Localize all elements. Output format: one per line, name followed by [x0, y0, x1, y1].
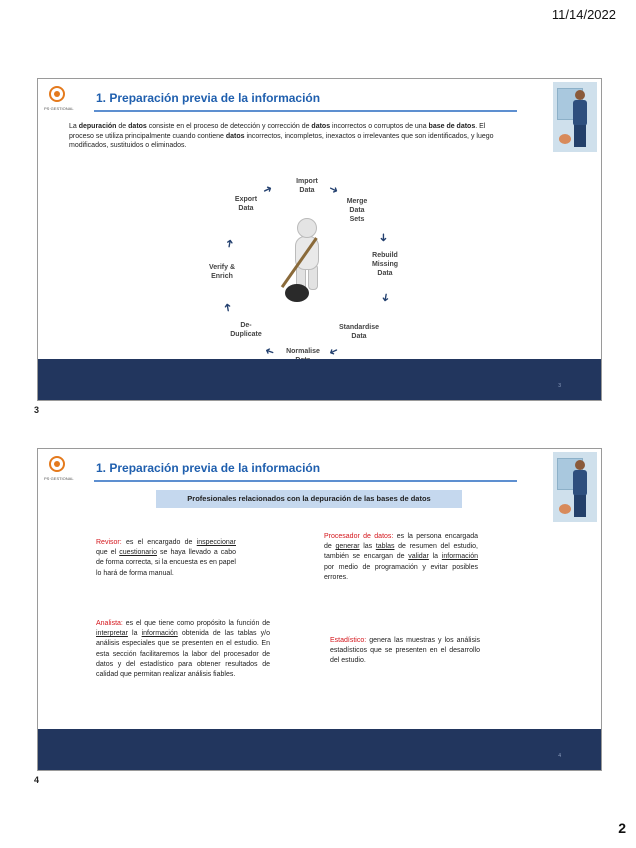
arrow-icon: ➜: [326, 182, 341, 198]
slide-footer-bar: [38, 359, 601, 400]
logo-text: PS·GESTIONAL: [44, 106, 74, 111]
slide-4: [37, 448, 602, 771]
slide-number-label: 4: [34, 775, 40, 785]
slide-number-label: 3: [34, 405, 40, 415]
print-date: 11/14/2022: [551, 7, 616, 22]
cycle-step-deduplicate: De- Duplicate: [230, 322, 262, 338]
section-banner: Profesionales relacionados con la depuración de las bases de datos: [156, 490, 462, 508]
page-number: 2: [618, 820, 626, 836]
company-logo: [44, 84, 72, 114]
cycle-step-rebuild: Rebuild Missing Data: [371, 252, 399, 277]
title-underline: [94, 110, 517, 112]
company-logo: [44, 454, 72, 484]
slide-footer-number: 3: [558, 383, 561, 389]
arrow-icon: ➜: [223, 238, 237, 250]
slide-3: [37, 78, 602, 401]
cleaner-illustration: [553, 82, 597, 152]
role-revisor: Revisor: es el encargado de inspeccionar que el cuestionario se haya llevado a cabo de forma correcta, si la encuesta es en papel lo hará de forma manual.: [96, 539, 236, 577]
cycle-step-merge: Merge Data Sets: [346, 198, 368, 223]
cycle-step-standardise: Standardise Data: [338, 324, 380, 340]
arrow-icon: ➜: [261, 182, 275, 198]
role-analista: Analista: es el que tiene como propósito la función de interpretar la información obtenida de las tablas y/o análisis especiales que se presenten en el estudio. En esta sección facilitaremos la labor del procesador de datos y del estadístico para obtener resultados de calidad que permitan realizar análisis fiables.: [96, 620, 270, 679]
arrow-icon: ➜: [377, 232, 390, 243]
arrow-icon: ➜: [221, 301, 235, 313]
intro-paragraph: La depuración de datos consiste en el proceso de detección y corrección de datos incorrectos o corruptos de una base de datos. El proceso se utiliza principalmente cuando contiene datos incorrectos, incompletos, inexactos o irrelevantes que son identificados, y luego modificados, sustituidos o eliminados.: [69, 123, 494, 149]
title-underline: [94, 480, 517, 482]
arrow-icon: ➜: [263, 343, 277, 359]
logo-ring-icon: [49, 86, 65, 102]
role-procesador: Procesador de datos: es la persona encargada de generar las tablas de resumen del estudio, también se encargan de validar la información por medio de programación y evitar posibles errores.: [324, 533, 478, 581]
cycle-step-normalise: Normalise: [286, 348, 320, 355]
cycle-step-export: Export Data: [234, 196, 258, 212]
cleaner-illustration: [553, 452, 597, 522]
logo-ring-icon: [49, 456, 65, 472]
cycle-step-import: Import Data: [296, 178, 318, 194]
data-cleaning-cycle-diagram: [205, 167, 413, 366]
arrow-icon: ➜: [326, 343, 341, 359]
cycle-step-verify: Verify & Enrich: [208, 264, 236, 280]
slide-footer-number: 4: [558, 753, 561, 759]
role-estadistico: Estadístico: genera las muestras y los análisis estadísticos que se presenten en el desarrollo del estudio.: [330, 637, 480, 665]
slide-title: 1. Preparación previa de la información: [96, 461, 321, 475]
sweeping-figure-illustration: [289, 218, 339, 304]
arrow-icon: ➜: [378, 291, 392, 303]
slide-footer-bar: [38, 729, 601, 770]
slide-title: 1. Preparación previa de la información: [96, 91, 321, 105]
logo-text: PS·GESTIONAL: [44, 476, 74, 481]
